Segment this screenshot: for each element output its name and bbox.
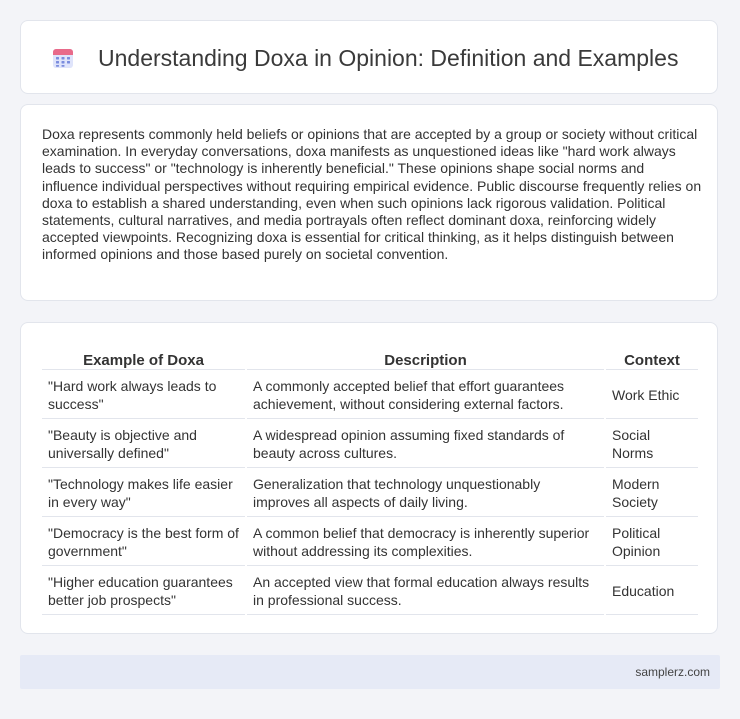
description-cell: A commonly accepted belief that effort guarantees achievement, without considering external factors. — [246, 370, 605, 419]
context-cell: Education — [605, 566, 698, 615]
column-header-context: Context — [605, 343, 698, 370]
table-header-row — [42, 343, 698, 370]
description-cell: A widespread opinion assuming fixed standards of beauty across cultures. — [246, 419, 605, 468]
context-cell: Political Opinion — [605, 517, 698, 566]
intro-card — [20, 104, 718, 301]
description-cell: Generalization that technology unquestionably improves all aspects of daily living. — [246, 468, 605, 517]
page-title: Understanding Doxa in Opinion: Definition and Examples — [98, 45, 679, 71]
table-card — [20, 322, 718, 634]
context-cell: Modern Society — [605, 468, 698, 517]
example-cell: "Democracy is the best form of government" — [42, 517, 246, 566]
table-row — [42, 419, 698, 468]
calendar-icon — [51, 46, 75, 70]
table-row — [42, 566, 698, 615]
column-header-example: Example of Doxa — [42, 343, 246, 370]
example-cell: "Technology makes life easier in every way" — [42, 468, 246, 517]
table-row — [42, 468, 698, 517]
doxa-examples-table — [42, 343, 698, 615]
example-cell: "Hard work always leads to success" — [42, 370, 246, 419]
intro-paragraph: Doxa represents commonly held beliefs or opinions that are accepted by a group or society without critical examination. In everyday conversations, doxa manifests as unquestioned ideas like "hard work always leads to success" or "technology is inherently beneficial." These opinions shape social norms and influence individual perspectives without requiring empirical evidence. Public discourse frequently relies on doxa to establish a shared understanding, even when such opinions lack rigorous validation. Political statements, cultural narratives, and media portrayals often reflect dominant doxa, reinforcing widely accepted viewpoints. Recognizing doxa is essential for critical thinking, as it helps distinguish between informed opinions and those based purely on societal convention. — [42, 126, 702, 263]
example-cell: "Beauty is objective and universally defined" — [42, 419, 246, 468]
table-row — [42, 370, 698, 419]
table-row — [42, 517, 698, 566]
description-cell: A common belief that democracy is inherently superior without addressing its complexities. — [246, 517, 605, 566]
header-card — [20, 20, 718, 94]
context-cell: Social Norms — [605, 419, 698, 468]
example-cell: "Higher education guarantees better job prospects" — [42, 566, 246, 615]
description-cell: An accepted view that formal education always results in professional success. — [246, 566, 605, 615]
column-header-description: Description — [246, 343, 605, 370]
footer-bar — [20, 655, 720, 689]
context-cell: Work Ethic — [605, 370, 698, 419]
footer-site-link[interactable]: samplerz.com — [635, 665, 710, 679]
